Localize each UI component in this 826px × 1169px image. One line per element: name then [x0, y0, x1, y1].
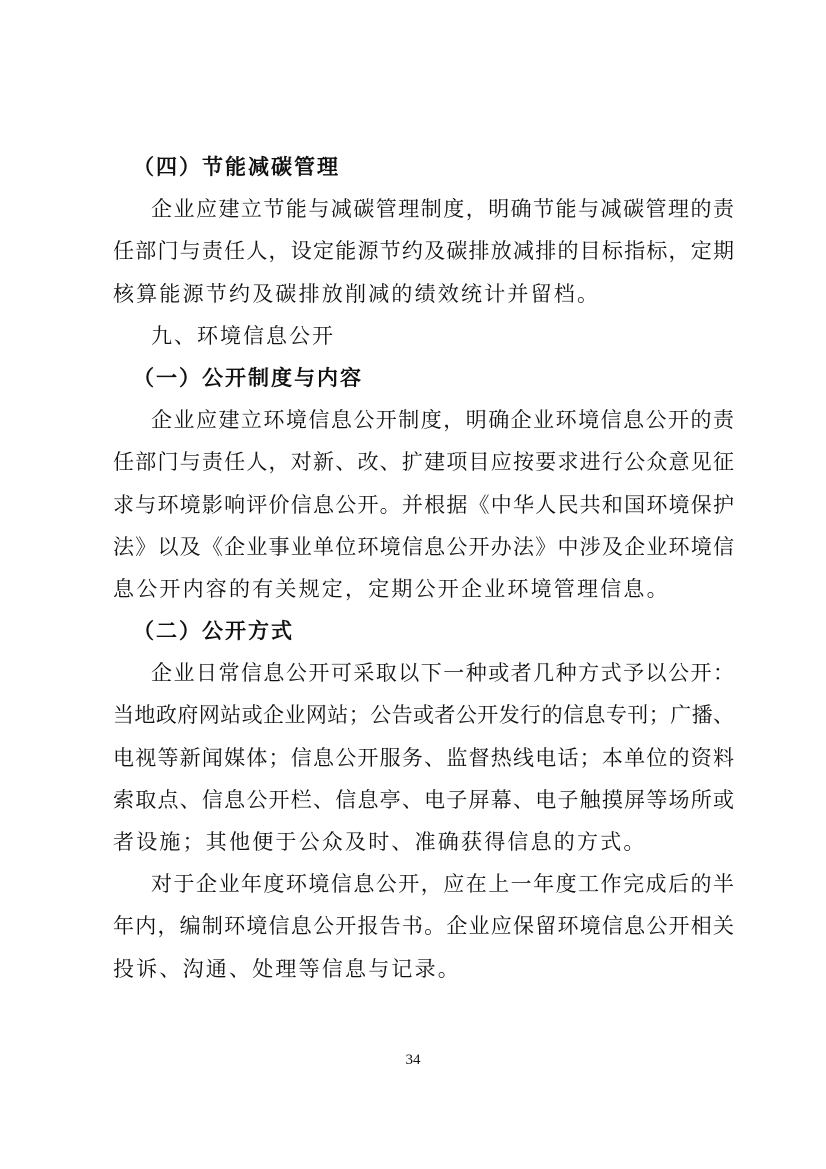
paragraph-line: 法》以及《企业事业单位环境信息公开办法》中涉及企业环境信	[113, 534, 734, 559]
page-number: 34	[405, 1052, 421, 1068]
paragraph	[113, 399, 734, 610]
paragraph-line: 投诉、沟通、处理等信息与记录。	[113, 956, 461, 981]
paragraph	[113, 652, 734, 863]
paragraph-line: 任部门与责任人，对新、改、扩建项目应按要求进行公众意见征	[113, 450, 734, 475]
paragraph-line: 当地政府网站或企业网站；公告或者公开发行的信息专刊；广播、	[113, 703, 734, 728]
subsection-heading: （二）公开方式	[133, 619, 294, 644]
paragraph-line: 索取点、信息公开栏、信息亭、电子屏幕、电子触摸屏等场所或	[113, 787, 734, 812]
paragraph-line: 企业日常信息公开可采取以下一种或者几种方式予以公开：	[151, 661, 734, 686]
subsection-heading: （一）公开制度与内容	[133, 365, 363, 390]
paragraph-line: 者设施；其他便于公众及时、准确获得信息的方式。	[113, 830, 647, 854]
paragraph-line: 电视等新闻媒体；信息公开服务、监督热线电话；本单位的资料	[113, 745, 734, 770]
paragraph-line: 息公开内容的有关规定，定期公开企业环境管理信息。	[113, 576, 670, 601]
paragraph-line: 核算能源节约及碳排放削减的绩效统计并留档。	[113, 281, 601, 306]
subsection-heading: （四）节能减碳管理	[133, 155, 340, 179]
paragraph-line: 对于企业年度环境信息公开，应在上一年度工作完成后的半	[151, 872, 734, 897]
paragraph	[113, 863, 734, 990]
paragraph-line: 任部门与责任人，设定能源节约及碳排放减排的目标指标，定期	[113, 239, 734, 264]
document-body	[113, 146, 734, 990]
section-heading: 九、环境信息公开	[151, 323, 335, 348]
paragraph-line: 企业应建立节能与减碳管理制度，明确节能与减碳管理的责	[151, 197, 734, 222]
paragraph-line: 年内，编制环境信息公开报告书。企业应保留环境信息公开相关	[113, 914, 734, 939]
paragraph-line: 求与环境影响评价信息公开。并根据《中华人民共和国环境保护	[113, 492, 734, 517]
paragraph-line: 企业应建立环境信息公开制度，明确企业环境信息公开的责	[151, 408, 734, 433]
paragraph	[113, 188, 734, 315]
